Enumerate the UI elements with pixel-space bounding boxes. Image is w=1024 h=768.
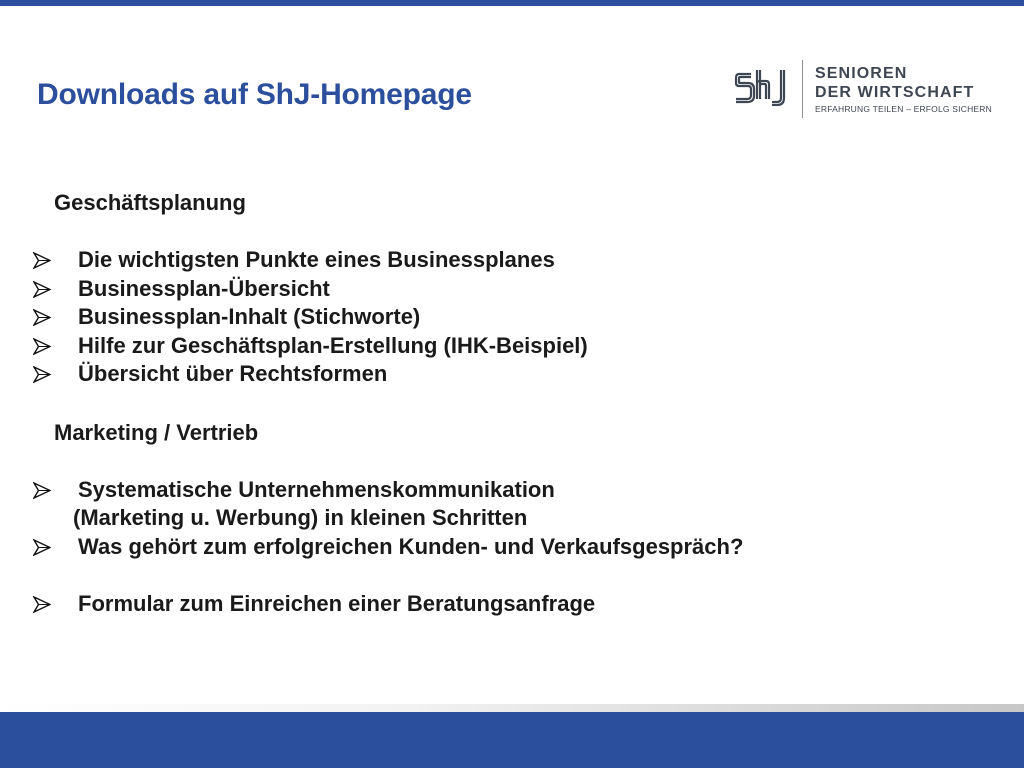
list-item[interactable] xyxy=(33,533,993,562)
spacer xyxy=(33,447,993,476)
list-item-label: Die wichtigsten Punkte eines Businessplanes xyxy=(78,247,555,272)
arrow-bullet-icon xyxy=(33,338,51,355)
arrow-bullet-icon xyxy=(33,596,51,613)
spacer xyxy=(33,389,993,418)
list-item[interactable] xyxy=(33,246,993,275)
list-item-label: Formular zum Einreichen einer Beratungsanfrage xyxy=(78,591,596,616)
arrow-bullet-icon xyxy=(33,309,51,326)
shj-logo xyxy=(734,60,994,120)
download-list xyxy=(33,188,993,619)
arrow-bullet-icon xyxy=(33,281,51,298)
list-item-label: Businessplan-Übersicht xyxy=(78,275,330,301)
bottom-accent-bar xyxy=(0,712,1024,768)
list-item[interactable] xyxy=(33,476,993,505)
list-item[interactable] xyxy=(33,303,993,332)
logo-tagline: ERFAHRUNG TEILEN – ERFOLG SICHERN xyxy=(815,104,992,114)
arrow-bullet-icon xyxy=(33,482,51,499)
list-item-continuation[interactable]: (Marketing u. Werbung) in kleinen Schritten xyxy=(73,505,528,530)
logo-line-senioren: SENIOREN xyxy=(815,65,908,82)
spacer xyxy=(33,217,993,246)
list-item-label: Was gehört zum erfolgreichen Kunden- und Verkaufsgespräch? xyxy=(78,533,744,559)
list-item-label: Systematische Unternehmenskommunikation xyxy=(78,476,555,502)
spacer xyxy=(33,561,993,590)
arrow-bullet-icon xyxy=(33,252,51,269)
list-item[interactable] xyxy=(33,360,993,389)
section-heading-marketing: Marketing / Vertrieb xyxy=(54,419,259,445)
slide-title: Downloads auf ShJ-Homepage xyxy=(37,78,472,111)
list-item[interactable] xyxy=(33,332,993,361)
arrow-bullet-icon xyxy=(33,366,51,383)
section-heading-planning: Geschäftsplanung xyxy=(54,190,246,215)
list-item-label: Übersicht über Rechtsformen xyxy=(78,361,388,386)
list-item[interactable] xyxy=(33,275,993,304)
arrow-bullet-icon xyxy=(33,539,51,556)
shj-logo-icon xyxy=(734,68,792,106)
bottom-fade-strip xyxy=(0,704,1024,712)
logo-line-wirtschaft: DER WIRTSCHAFT xyxy=(815,84,975,101)
list-item[interactable] xyxy=(33,590,993,619)
logo-wordmark xyxy=(815,64,992,114)
logo-divider xyxy=(802,60,803,118)
top-accent-bar xyxy=(0,0,1024,6)
list-item-label: Hilfe zur Geschäftsplan-Erstellung (IHK-Beispiel) xyxy=(78,332,588,358)
list-item-label: Businessplan-Inhalt (Stichworte) xyxy=(78,304,421,329)
